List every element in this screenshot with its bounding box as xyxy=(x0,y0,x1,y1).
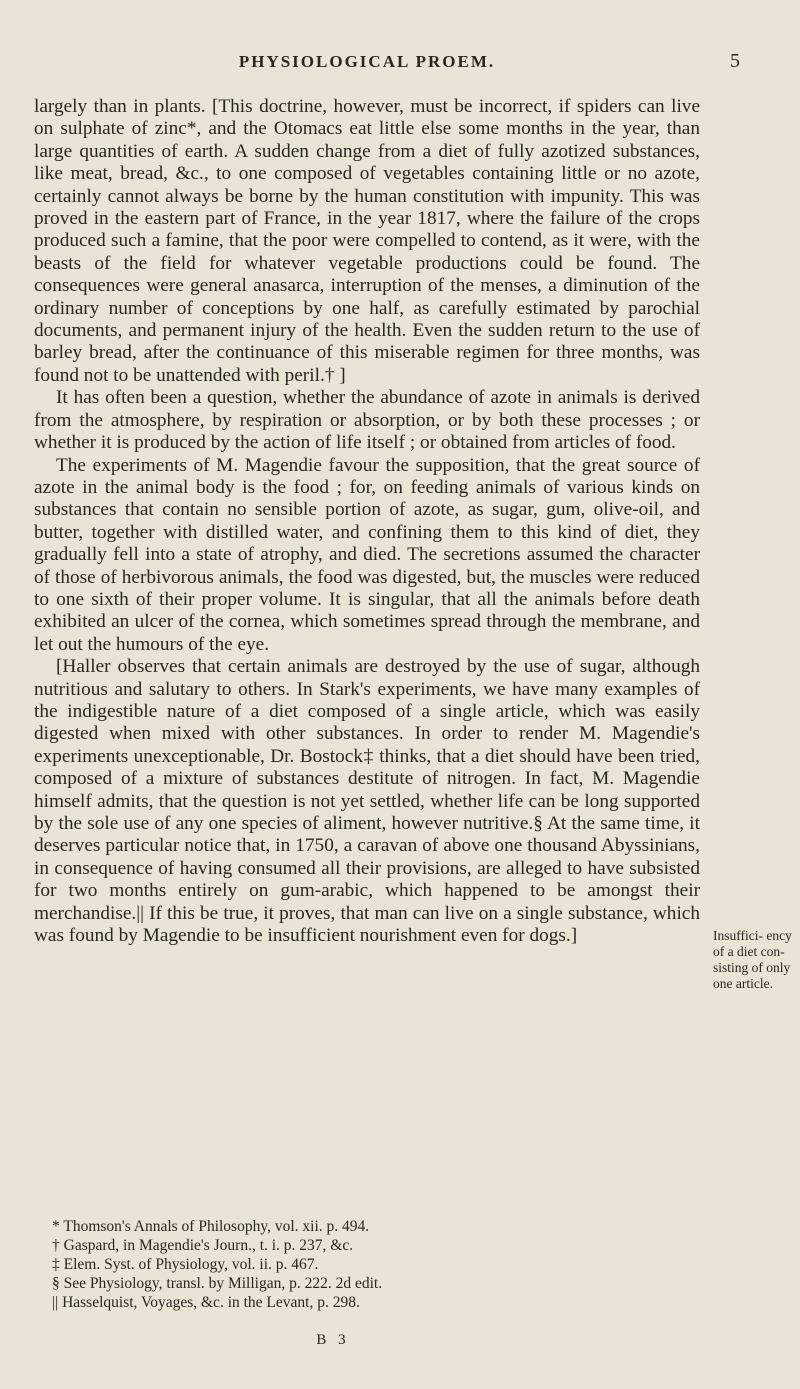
paragraph-1: largely than in plants. [This doctrine, however, must be incorrect, if spiders can live on sulphate of zinc*, and the Otomacs eat little else some months in the year, than large quantities of earth. A sudden change from a diet of fully azotized substances, like meat, bread, &c., to one composed of vegetables containing little or no azote, certainly cannot always be borne by the human constitution with impunity. This was proved in the eastern part of France, in the year 1817, where the failure of the crops produced such a famine, that the poor were compelled to contend, as it were, with the beasts of the field for whatever vegetable productions could be found. The consequences were general anasarca, interruption of the menses, a diminution of the ordinary number of conceptions by one half, as carefully estimated by parochial documents, and permanent injury of the health. Even the sudden return to the use of barley bread, after the continuance of this miserable regimen for three months, was found not to be unattended with peril.† ] xyxy=(34,96,700,386)
paragraph-4: [Haller observes that certain animals are destroyed by the use of sugar, although nutritious and salutary to others. In Stark's experiments, we have many examples of the indigestible nature of a diet composed of a single article, which was easily digested when mixed with other substances. In order to render M. Magendie's experiments unexceptionable, Dr. Bostock‡ thinks, that a diet should have been tried, composed of a mixture of substances destitute of nitrogen. In fact, M. Magendie himself admits, that the question is not yet settled, whether life can be long supported by the sole use of any one species of aliment, however nutritive.§ At the same time, it deserves particular notice that, in 1750, a caravan of above one thousand Abyssinians, in consequence of having consumed all their provisions, are alleged to have subsisted for two months entirely on gum-arabic, which happened to be amongst their merchandise.|| If this be true, it proves, that man can live on a single substance, which was found by Magendie to be insufficient nourishment even for dogs.] xyxy=(34,656,700,947)
signature-mark: B 3 xyxy=(316,1332,350,1348)
footnote: * Thomson's Annals of Philosophy, vol. xii. p. 494. xyxy=(52,1218,370,1235)
main-text xyxy=(34,96,700,947)
running-title: PHYSIOLOGICAL PROEM. xyxy=(238,52,496,71)
footnotes xyxy=(52,1217,692,1312)
paragraph-3: The experiments of M. Magendie favour the supposition, that the great source of azote in the animal body is the food ; for, on feeding animals of various kinds on substances that contain no sensible portion of azote, as sugar, gum, olive-oil, and butter, together with distilled water, and confining them to this kind of diet, they gradually fell into a state of atrophy, and died. The secretions assumed the character of those of herbivorous animals, the food was digested, but, the muscles were reduced to one sixth of their proper volume. It is singular, that all the animals before death exhibited an ulcer of the cornea, which sometimes spread through the membrane, and let out the humours of the eye. xyxy=(34,454,700,655)
footnote: ‡ Elem. Syst. of Physiology, vol. ii. p. 467. xyxy=(52,1256,319,1273)
footnote: § See Physiology, transl. by Milligan, p. 222. 2d edit. xyxy=(52,1275,383,1292)
page-number: 5 xyxy=(730,50,740,72)
paragraph-2: It has often been a question, whether the abundance of azote in animals is derived from the atmosphere, by respiration or absorption, or by both these processes ; or whether it is produced by the action of life itself ; or obtained from articles of food. xyxy=(34,387,700,454)
footnote: || Hasselquist, Voyages, &c. in the Levant, p. 298. xyxy=(52,1294,360,1311)
margin-note: Insuffici- ency of a diet con- sisting of only one article. xyxy=(713,928,792,991)
footnote: † Gaspard, in Magendie's Journ., t. i. p. 237, &c. xyxy=(52,1237,354,1254)
